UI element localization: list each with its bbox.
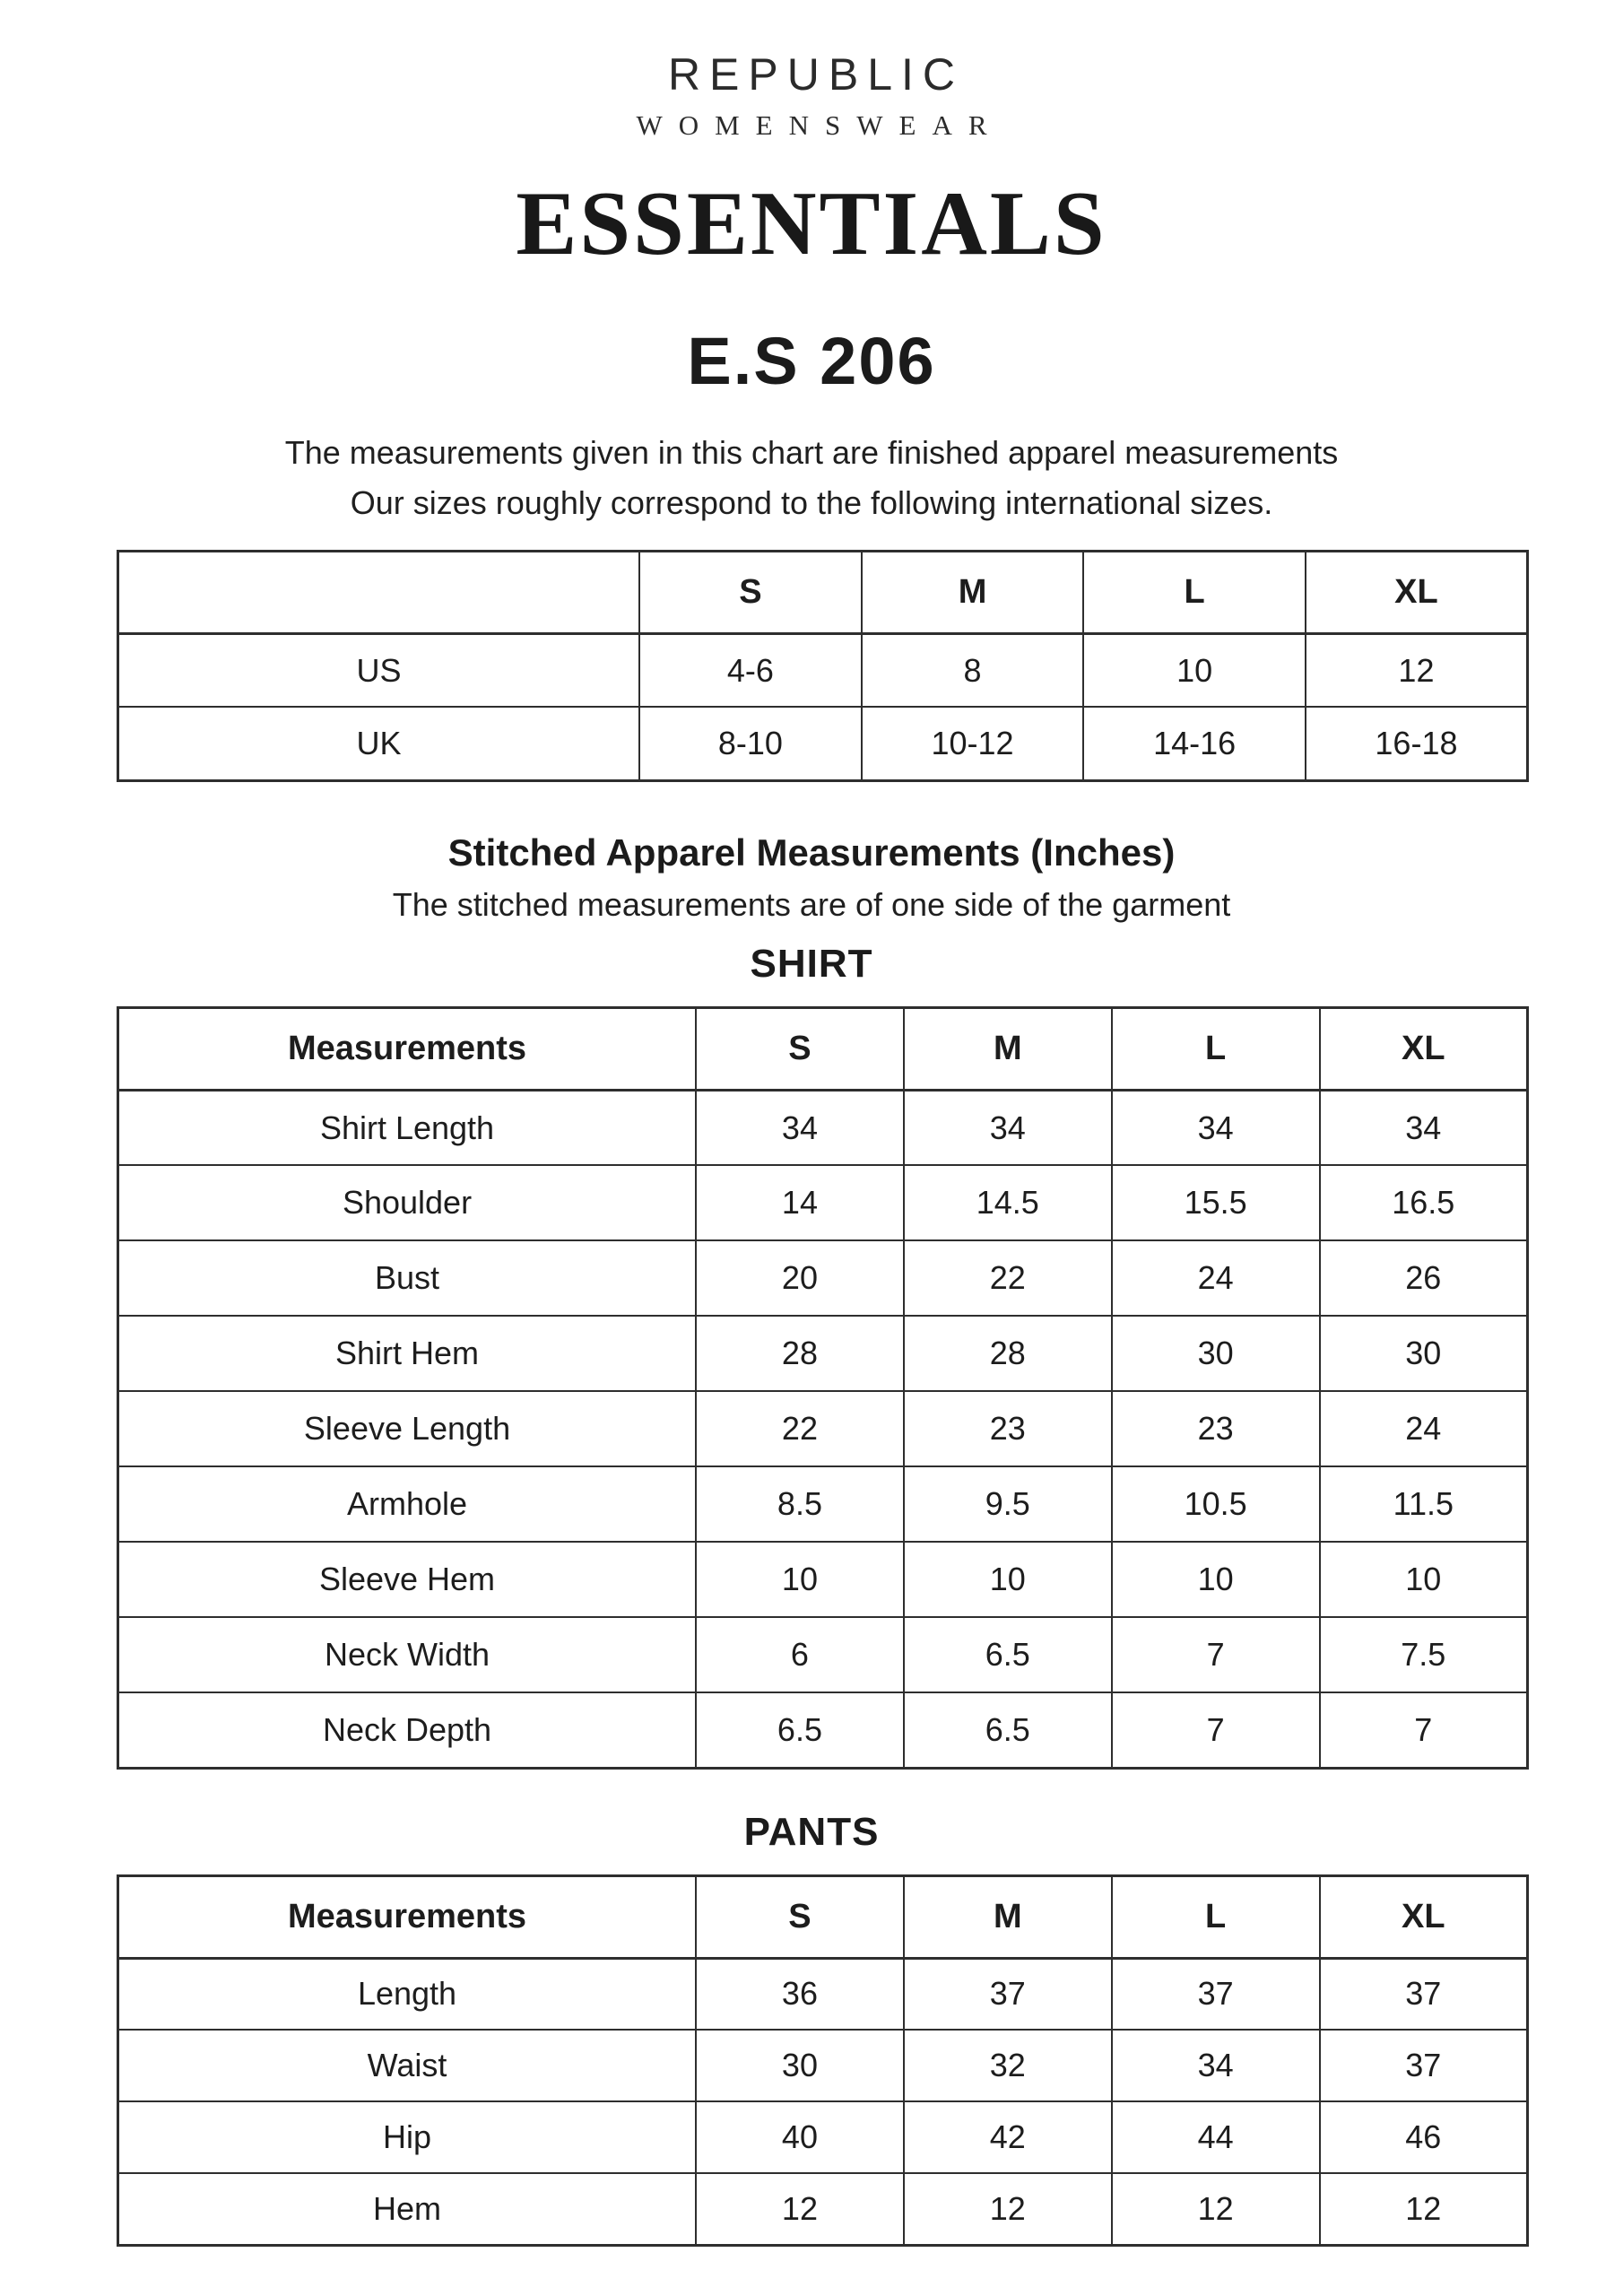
value-cell: 30	[1320, 1316, 1528, 1391]
value-cell: 16-18	[1306, 707, 1528, 780]
collection-title: ESSENTIALS	[516, 172, 1107, 274]
value-cell: 8-10	[639, 707, 862, 780]
value-cell: 24	[1112, 1240, 1320, 1316]
value-cell: 9.5	[904, 1466, 1112, 1542]
value-cell: 11.5	[1320, 1466, 1528, 1542]
row-label: Neck Width	[118, 1617, 697, 1692]
value-cell: 34	[904, 1090, 1112, 1165]
value-cell: 23	[1112, 1391, 1320, 1466]
value-cell: 7	[1112, 1692, 1320, 1768]
value-cell: 24	[1320, 1391, 1528, 1466]
value-cell: 4-6	[639, 633, 862, 707]
table-row	[118, 1391, 1528, 1466]
value-cell: 12	[696, 2173, 904, 2245]
stitched-measurements-subheading: The stitched measurements are of one side of the garment	[392, 886, 1231, 924]
value-cell: 10	[696, 1542, 904, 1617]
value-cell: 30	[696, 2030, 904, 2101]
table-row	[118, 1316, 1528, 1391]
column-header-size: XL	[1320, 1007, 1528, 1090]
value-cell: 26	[1320, 1240, 1528, 1316]
value-cell: 10	[1320, 1542, 1528, 1617]
column-header-label: Measurements	[118, 1875, 697, 1958]
brand-logo	[0, 0, 1623, 142]
value-cell: 30	[1112, 1316, 1320, 1391]
intro-line-1: The measurements given in this chart are finished apparel measurements	[284, 434, 1339, 472]
row-label: US	[118, 633, 640, 707]
value-cell: 46	[1320, 2101, 1528, 2173]
value-cell: 23	[904, 1391, 1112, 1466]
row-label: Shirt Length	[118, 1090, 697, 1165]
table-row	[118, 1090, 1528, 1165]
table-row	[118, 2030, 1528, 2101]
value-cell: 42	[904, 2101, 1112, 2173]
column-header-size: M	[862, 551, 1084, 633]
table-header-row	[118, 551, 1528, 633]
value-cell: 6.5	[696, 1692, 904, 1768]
row-label: Armhole	[118, 1466, 697, 1542]
value-cell: 12	[1112, 2173, 1320, 2245]
table-header-row	[118, 1875, 1528, 1958]
intro-text	[0, 428, 1623, 528]
column-header-label	[118, 551, 640, 633]
value-cell: 6.5	[904, 1692, 1112, 1768]
row-label: Waist	[118, 2030, 697, 2101]
value-cell: 22	[696, 1391, 904, 1466]
value-cell: 15.5	[1112, 1165, 1320, 1240]
pants-table-title: PANTS	[743, 1809, 880, 1854]
value-cell: 6	[696, 1617, 904, 1692]
table-row	[118, 1542, 1528, 1617]
value-cell: 14	[696, 1165, 904, 1240]
value-cell: 37	[1320, 1958, 1528, 2030]
value-cell: 40	[696, 2101, 904, 2173]
column-header-size: XL	[1306, 551, 1528, 633]
column-header-size: L	[1112, 1875, 1320, 1958]
column-header-size: XL	[1320, 1875, 1528, 1958]
value-cell: 28	[904, 1316, 1112, 1391]
value-cell: 34	[1112, 1090, 1320, 1165]
column-header-label: Measurements	[118, 1007, 697, 1090]
table-row	[118, 1958, 1528, 2030]
stitched-measurements-heading: Stitched Apparel Measurements (Inches)	[447, 831, 1176, 874]
value-cell: 14.5	[904, 1165, 1112, 1240]
value-cell: 7	[1320, 1692, 1528, 1768]
value-cell: 8.5	[696, 1466, 904, 1542]
row-label: Shirt Hem	[118, 1316, 697, 1391]
row-label: Bust	[118, 1240, 697, 1316]
value-cell: 22	[904, 1240, 1112, 1316]
table-row	[118, 1692, 1528, 1768]
row-label: Sleeve Hem	[118, 1542, 697, 1617]
table-row	[118, 2101, 1528, 2173]
brand-subname: WOMENSWEAR	[636, 109, 1003, 141]
value-cell: 12	[1306, 633, 1528, 707]
table-row	[118, 2173, 1528, 2245]
product-code: E.S 206	[687, 323, 936, 398]
value-cell: 10.5	[1112, 1466, 1320, 1542]
row-label: Sleeve Length	[118, 1391, 697, 1466]
row-label: Hem	[118, 2173, 697, 2245]
row-label: Shoulder	[118, 1165, 697, 1240]
table-row	[118, 1617, 1528, 1692]
value-cell: 36	[696, 1958, 904, 2030]
table-row	[118, 1466, 1528, 1542]
value-cell: 14-16	[1083, 707, 1306, 780]
value-cell: 10-12	[862, 707, 1084, 780]
international-sizes-table	[117, 550, 1529, 782]
value-cell: 37	[1320, 2030, 1528, 2101]
row-label: Hip	[118, 2101, 697, 2173]
row-label: UK	[118, 707, 640, 780]
column-header-size: L	[1083, 551, 1306, 633]
value-cell: 7.5	[1320, 1617, 1528, 1692]
column-header-size: M	[904, 1875, 1112, 1958]
value-cell: 20	[696, 1240, 904, 1316]
value-cell: 28	[696, 1316, 904, 1391]
value-cell: 12	[1320, 2173, 1528, 2245]
value-cell: 6.5	[904, 1617, 1112, 1692]
brand-name: REPUBLIC	[667, 49, 965, 100]
value-cell: 10	[904, 1542, 1112, 1617]
table-row	[118, 633, 1528, 707]
value-cell: 7	[1112, 1617, 1320, 1692]
shirt-measurements-table	[117, 1006, 1529, 1770]
value-cell: 16.5	[1320, 1165, 1528, 1240]
table-row	[118, 707, 1528, 780]
table-header-row	[118, 1007, 1528, 1090]
value-cell: 10	[1083, 633, 1306, 707]
value-cell: 10	[1112, 1542, 1320, 1617]
value-cell: 37	[904, 1958, 1112, 2030]
column-header-size: S	[639, 551, 862, 633]
row-label: Neck Depth	[118, 1692, 697, 1768]
value-cell: 12	[904, 2173, 1112, 2245]
value-cell: 37	[1112, 1958, 1320, 2030]
table-row	[118, 1165, 1528, 1240]
pants-measurements-table	[117, 1874, 1529, 2247]
value-cell: 34	[696, 1090, 904, 1165]
value-cell: 32	[904, 2030, 1112, 2101]
row-label: Length	[118, 1958, 697, 2030]
intro-line-2: Our sizes roughly correspond to the following international sizes.	[350, 484, 1273, 522]
shirt-table-title: SHIRT	[750, 942, 873, 987]
column-header-size: M	[904, 1007, 1112, 1090]
table-row	[118, 1240, 1528, 1316]
value-cell: 34	[1320, 1090, 1528, 1165]
value-cell: 8	[862, 633, 1084, 707]
value-cell: 44	[1112, 2101, 1320, 2173]
column-header-size: S	[696, 1007, 904, 1090]
value-cell: 34	[1112, 2030, 1320, 2101]
column-header-size: L	[1112, 1007, 1320, 1090]
column-header-size: S	[696, 1875, 904, 1958]
